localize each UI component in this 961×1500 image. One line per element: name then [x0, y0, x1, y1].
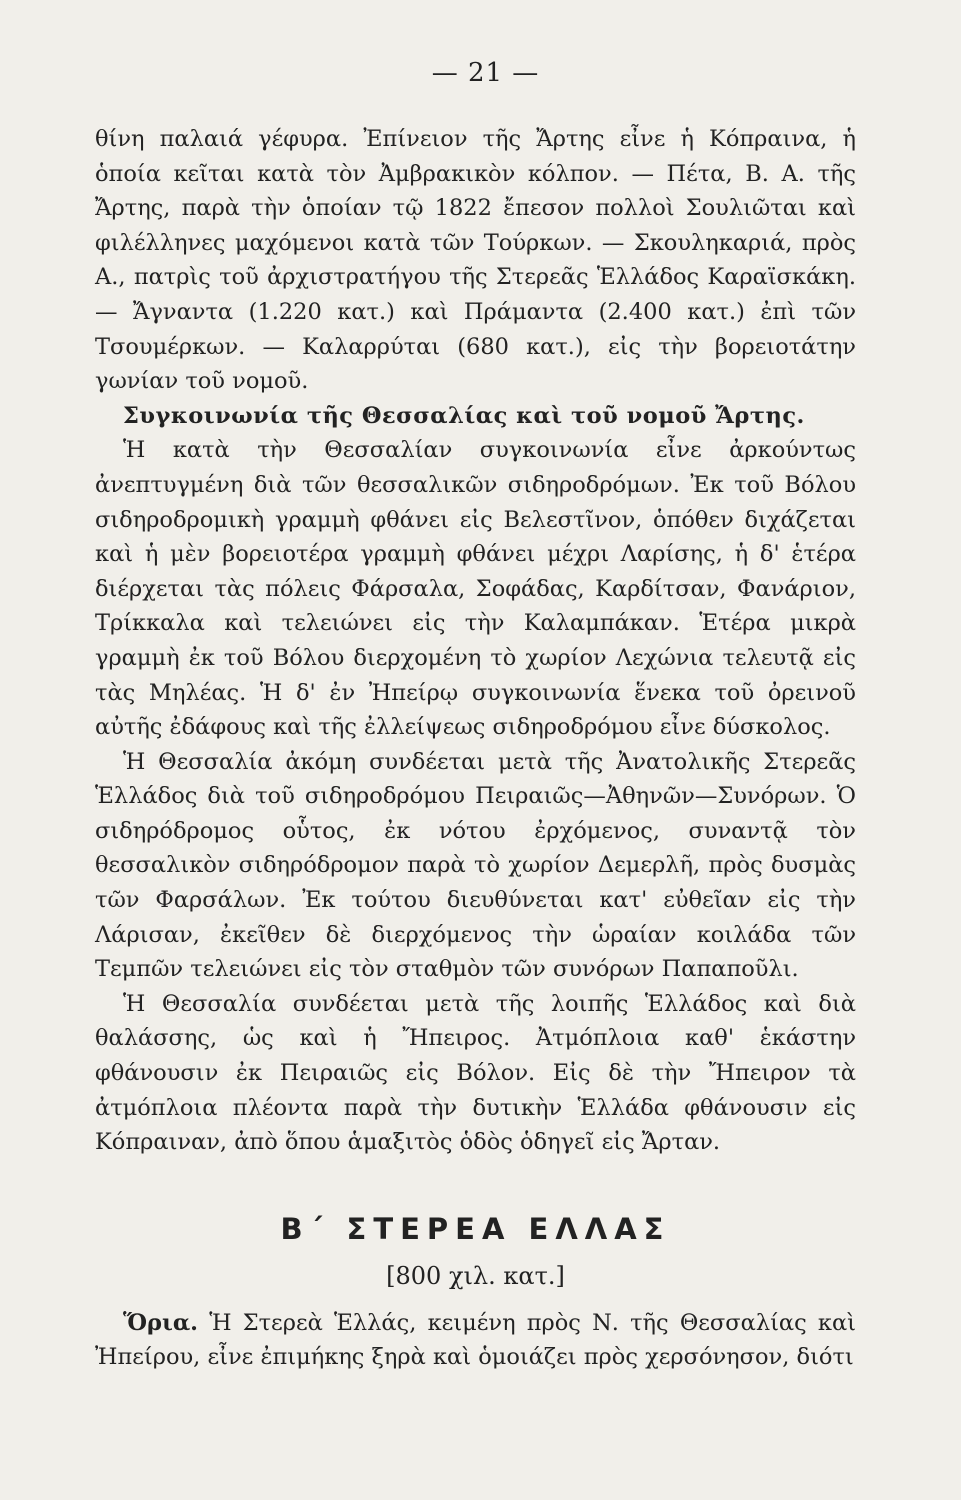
paragraph-artis-places: θίνη παλαιά γέφυρα. Ἐπίνειον τῆς Ἄρτης εἶνε ἡ Κόπραινα, ἡ ὁποία κεῖται κατὰ τὸν Ἀμβρακικὸν κόλπον. — Πέτα, Β. Α. τῆς Ἄρτης, παρὰ τὴν ὁποίαν τῷ 1822 ἔπεσον πολλοὶ Σουλιῶται καὶ φιλέλληνες μαχόμενοι κατὰ τῶν Τούρκων. — Σκουληκαριά, πρὸς Α., πατρὶς τοῦ ἀρχιστρατήγου τῆς Στερεᾶς Ἑλλάδος Καραϊσκάκη. — Ἄγναντα (1.220 κατ.) καὶ Πράμαντα (2.400 κατ.) ἐπὶ τῶν Τσουμέρκων. — Καλαρρύται (680 κατ.), εἰς τὴν βορειοτάτην γωνίαν τοῦ νομοῦ. — [95, 126, 856, 395]
area-note: [800 χιλ. κατ.] — [386, 1261, 565, 1290]
paragraph-thessaly-connection: Ἡ Θεσσαλία ἀκόμη συνδέεται μετὰ τῆς Ἀνατολικῆς Στερεᾶς Ἑλλάδος διὰ τοῦ σιδηροδρόμου Πειραιῶς—Ἀθηνῶν—Συνόρων. Ὁ σιδηρόδρομος οὗτος, ἐκ νότου ἐρχόμενος, συναντᾷ τὸν θεσσαλικὸν σιδηρόδρομον παρὰ τὸ χωρίον Δεμερλῆ, πρὸς δυσμὰς τῶν Φαρσάλων. Ἐκ τούτου διευθύνεται κατ' εὐθεῖαν εἰς τὴν Λάρισαν, ἐκεῖθεν δὲ διερχόμενος τὴν ὡραίαν κοιλάδα τῶν Τεμπῶν τελειώνει εἰς τὸν σταθμὸν τῶν συνόρων Παπαποῦλι. — [95, 748, 856, 983]
body-text-continued — [95, 1306, 856, 1375]
section-heading-paragraph — [95, 399, 856, 434]
body-text — [95, 122, 856, 1160]
paragraph-thessaly-railways: Ἡ κατὰ τὴν Θεσσαλίαν συγκοινωνία εἶνε ἀρκούντως ἀνεπτυγμένη διὰ τῶν θεσσαλικῶν σιδηροδρόμων. Ἐκ τοῦ Βόλου σιδηροδρομικὴ γραμμὴ φθάνει εἰς Βελεστῖνον, ὁπόθεν διχάζεται καὶ ἡ μὲν βορειοτέρα γραμμὴ φθάνει μέχρι Λαρίσης, ἡ δ' ἑτέρα διέρχεται τὰς πόλεις Φάρσαλα, Σοφάδας, Καρδίτσαν, Φανάριον, Τρίκκαλα καὶ τελειώνει εἰς τὴν Καλαμπάκαν. Ἑτέρα μικρὰ γραμμὴ ἐκ τοῦ Βόλου διερχομένη τὸ χωρίον Λεχώνια τελευτᾷ εἰς τὰς Μηλέας. Ἡ δ' ἐν Ἠπείρῳ συγκοινωνία ἕνεκα τοῦ ὀρεινοῦ αὐτῆς ἐδάφους καὶ τῆς ἐλλείψεως σιδηροδρόμου εἶνε δύσκολος. — [95, 437, 856, 741]
paragraph-sea-connection: Ἡ Θεσσαλία συνδέεται μετὰ τῆς λοιπῆς Ἑλλάδος καὶ διὰ θαλάσσης, ὡς καὶ ἡ Ἤπειρος. Ἀτμόπλοια καθ' ἑκάστην φθάνουσιν ἐκ Πειραιῶς εἰς Βόλον. Εἰς δὲ τὴν Ἤπειρον τὰ ἀτμόπλοια πλέοντα παρὰ τὴν δυτικὴν Ἑλλάδα φθάνουσιν εἰς Κόπραιναν, ἀπὸ ὅπου ἁμαξιτὸς ὁδὸς ὁδηγεῖ εἰς Ἄρταν. — [95, 990, 856, 1156]
section-heading: Συγκοινωνία τῆς Θεσσαλίας καὶ τοῦ νομοῦ Ἄρτης. — [123, 402, 805, 429]
page-number: — 21 — — [431, 58, 540, 88]
borders-heading: Ὅρια. — [123, 1309, 198, 1336]
borders-text: Ἡ Στερεὰ Ἑλλάς, κειμένη πρὸς Ν. τῆς Θεσσαλίας καὶ Ἠπείρου, εἶνε ἐπιμήκης ξηρὰ καὶ ὁμοιάζει πρὸς χερσόνησον, διότι — [95, 1309, 856, 1371]
chapter-heading: Β΄ ΣΤΕΡΕΑ ΕΛΛΑΣ — [280, 1211, 671, 1246]
paragraph-borders — [95, 1306, 856, 1375]
